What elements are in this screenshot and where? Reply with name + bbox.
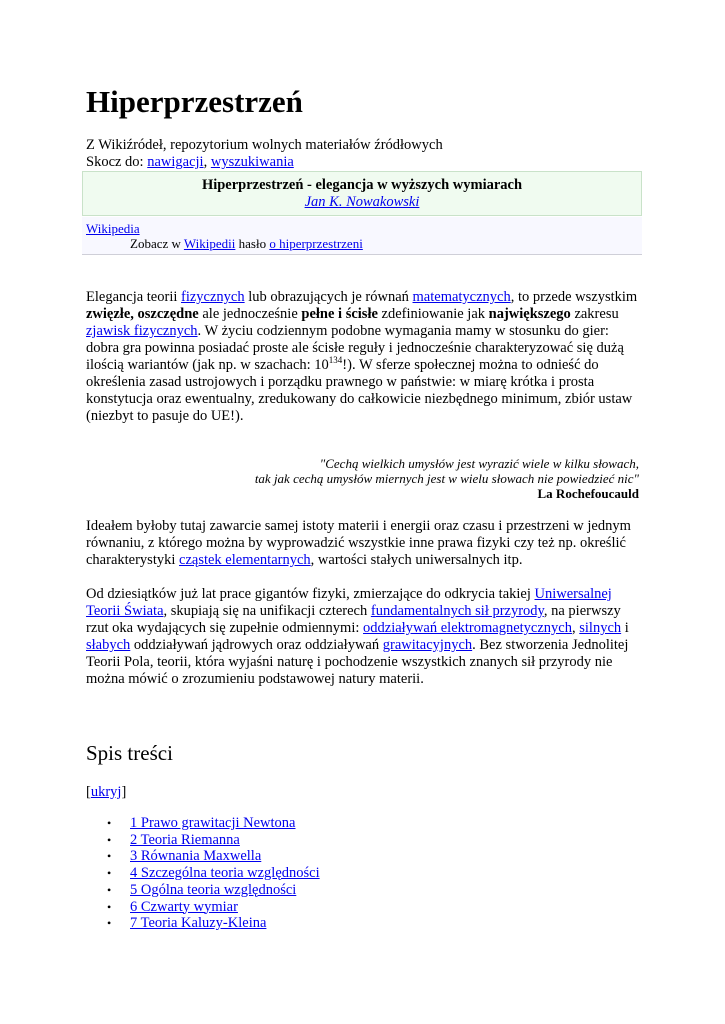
toc-link[interactable]: 2 Teoria Riemanna [130,831,240,848]
toc-item [107,898,320,916]
bullet-icon: • [107,882,112,897]
toc-item [107,848,320,865]
exponent: 134 [328,355,343,366]
p1-text: ale jednocześnie [198,306,302,322]
toc-item [107,865,320,882]
p1-bold: zwięzłe, oszczędne [86,306,199,322]
quote-line: "Cechą wielkich umysłów jest wyrazić wiele w kilku słowach, [319,456,639,471]
skip-sep: , [203,154,211,170]
header-box [82,171,642,216]
toc-hide-link[interactable]: ukryj [90,784,122,800]
link-czastek-elementarnych[interactable]: cząstek elementarnych [179,552,311,568]
search-link[interactable]: wyszukiwania [210,154,294,170]
p3-text: oddziaływań jądrowych oraz oddziaływań [130,637,383,653]
see-prefix: Zobacz w [130,236,184,251]
link-silnych[interactable]: silnych [579,620,622,636]
bullet-icon: • [107,849,112,864]
paragraph-unification [86,586,642,688]
bracket: [ [86,784,91,800]
link-fundamentalnych-sil[interactable]: fundamentalnych sił przyrody [370,603,544,619]
p1-text: , to przede wszystkim [510,289,638,305]
wikipedii-link[interactable]: Wikipedii [183,236,236,251]
bullet-icon: • [107,916,112,931]
haslo-text: hasło [235,236,270,251]
link-zjawisk-fizycznych[interactable]: zjawisk fizycznych [86,323,198,339]
p1-text: lub obrazujących je równań [244,289,413,305]
toc-list [86,815,320,932]
p2-text: Ideałem byłoby tutaj zawarcie samej istoty materii i energii oraz czasu i przestrzeni w jednym równaniu, z którego można by wyprowadzić wszystkie inne prawa fizyki czy też np. określić charakterystyki [86,518,631,568]
toc-link[interactable]: 4 Szczególna teoria względności [130,865,320,882]
p1-text: zdefiniowanie jak [377,306,489,322]
bullet-icon: • [107,816,112,830]
p1-text: Elegancja teorii [86,289,182,305]
work-title: Hiperprzestrzeń - elegancja w wyższych wymiarach [201,177,523,193]
bullet-icon: • [107,899,112,914]
toc-link[interactable]: 1 Prawo grawitacji Newtona [130,815,296,831]
source-line: Z Wikiźródeł, repozytorium wolnych materiałów źródłowych [86,137,443,153]
skip-links [86,154,443,171]
wikipedia-link[interactable]: Wikipedia [86,221,140,236]
link-slabych[interactable]: słabych [86,637,131,653]
quote-author: La Rochefoucauld [537,486,639,501]
p1-bold: największego [488,306,571,322]
toc-item [107,881,320,899]
bullet-icon: • [107,832,112,847]
p1-text: zakresu [570,306,619,322]
link-elektromagnetycznych[interactable]: oddziaływań elektromagnetycznych [363,620,572,636]
bullet-icon: • [107,866,112,881]
toc-link[interactable]: 7 Teoria Kaluzy-Kleina [130,915,267,932]
link-uniwersalnej-teorii[interactable]: Uniwersalnej Teorii Świata [86,586,612,619]
p3-text: , [572,620,580,636]
toc-item [107,815,320,832]
p3-text: , skupiają się na unifikacji czterech [163,603,371,619]
toc-link[interactable]: 3 Równania Maxwella [130,848,262,865]
nav-link[interactable]: nawigacji [147,154,204,170]
wikipedia-note [86,236,642,251]
p1-text: !). W sferze społecznej można to odnieść do określenia zasad ustrojowych i porządku prawnego w państwie: w miarę krótka i prosta konstytucja oraz ewentualny, zredukowany do całkowicie niezbędnego minimum, zbiór ustaw (niezbyt to pasuje do UE!). [86,357,633,424]
page-meta [86,137,443,171]
quote-line: tak jak cechą umysłów miernych jest w wielu słowach nie powiedzieć nic" [254,471,639,486]
toc-item [107,915,320,932]
toc-toggle [86,784,126,801]
toc-link[interactable]: 6 Czwarty wymiar [130,898,238,915]
p3-text: , na pierwszy rzut oka wydających się zupełnie odmiennymi: [86,603,621,636]
quote-block [86,456,639,501]
topic-link[interactable]: o hiperprzestrzeni [269,236,363,251]
link-grawitacyjnych[interactable]: grawitacyjnych [382,637,473,653]
link-fizycznych[interactable]: fizycznych [181,289,245,305]
p3-text: i [621,620,629,636]
toc-heading: Spis treści [86,741,173,765]
skip-prefix: Skocz do: [86,154,148,170]
toc-item [107,831,320,849]
link-matematycznych[interactable]: matematycznych [412,289,511,305]
wikipedia-box [82,217,642,255]
toc-link[interactable]: 5 Ogólna teoria względności [130,881,297,898]
author-link[interactable]: Jan K. Nowakowski [304,194,420,210]
paragraph-ideal [86,518,642,569]
bracket: ] [121,784,127,800]
paragraph-elegance [86,289,642,425]
page-title: Hiperprzestrzeń [86,84,303,119]
p1-text: . W życiu codziennym podobne wymagania mamy w stosunku do gier: dobra gra powinna posiadać proste ale ścisłe reguły i jednocześnie charakteryzować się dużą ilością wariantów (jak np. w szachach: 10 [86,323,624,373]
p1-bold: pełne i ścisłe [301,306,378,322]
p3-text: . Bez stworzenia Jednolitej Teorii Pola, teorii, która wyjaśni naturę i pochodzenie wszystkich znanych sił przyrody nie można mówić o zrozumieniu podstawowej natury materii. [86,637,629,687]
p3-text: Od dziesiątków już lat prace gigantów fizyki, zmierzające do odkrycia takiej [86,586,535,602]
p2-text: , wartości stałych uniwersalnych itp. [310,552,523,568]
